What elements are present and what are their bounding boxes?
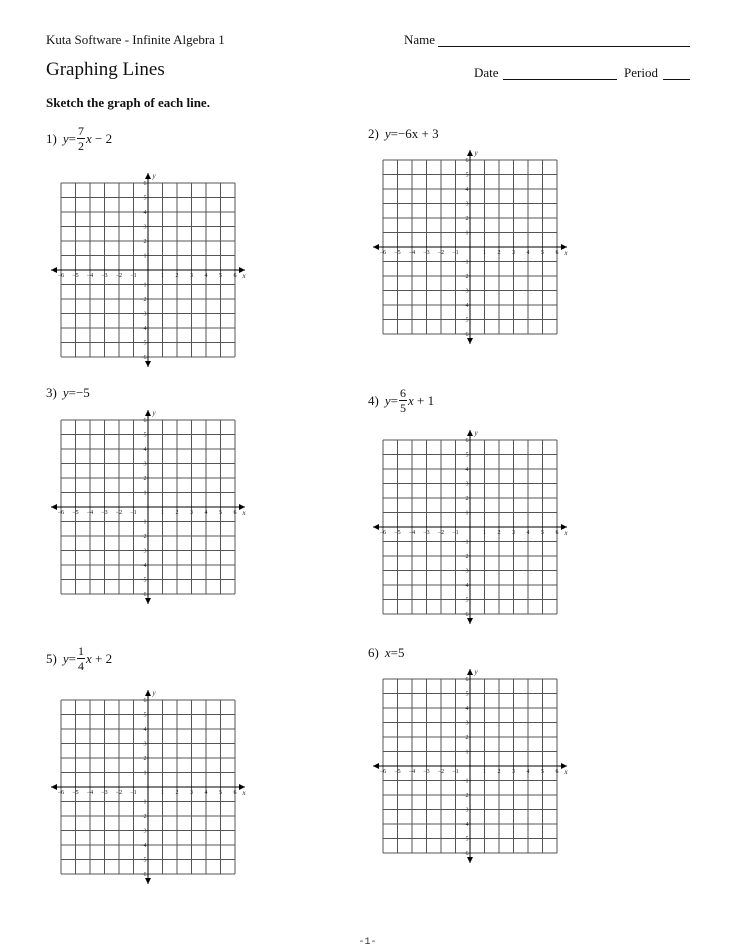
y-tick-label: 5: [465, 452, 469, 459]
x-tick-label: −1: [452, 530, 459, 536]
equation-lhs: x: [384, 645, 391, 660]
x-tick-label: −3: [101, 510, 108, 516]
y-tick-label: 6: [143, 418, 147, 424]
problem-6: [368, 645, 404, 661]
y-tick-label: −3: [140, 548, 147, 555]
fraction-numerator: 6: [399, 386, 406, 400]
x-tick-label: 1: [161, 790, 164, 796]
x-axis-name: x: [242, 509, 246, 517]
y-axis-name: y: [152, 172, 156, 180]
y-tick-label: −1: [140, 799, 147, 806]
y-tick-label: −4: [140, 843, 147, 849]
y-tick-label: 2: [465, 496, 469, 502]
x-tick-label: −4: [86, 510, 94, 516]
y-tick-label: 3: [143, 741, 147, 748]
problem-number: 1): [46, 130, 57, 146]
x-tick-label: 6: [233, 790, 237, 796]
x-axis-left-arrow: [373, 524, 379, 530]
x-tick-label: 4: [526, 250, 530, 256]
y-tick-label: 2: [465, 216, 469, 222]
y-tick-label: 3: [465, 201, 469, 208]
x-tick-label: 5: [219, 273, 222, 279]
problem-number: 4): [368, 392, 379, 408]
y-tick-label: −1: [462, 259, 469, 266]
x-tick-label: 1: [161, 273, 164, 279]
x-tick-label: −2: [115, 510, 123, 516]
x-tick-label: 5: [219, 510, 222, 516]
y-tick-label: −3: [462, 807, 469, 814]
y-tick-label: −4: [462, 822, 469, 828]
y-axis-down-arrow: [467, 338, 473, 344]
equation-rest: − 2: [91, 130, 113, 146]
coordinate-grid[interactable]: [370, 427, 570, 627]
y-axis-down-arrow: [145, 361, 151, 367]
y-tick-label: 5: [465, 691, 469, 698]
y-tick-label: 2: [465, 735, 469, 741]
equation-rest: −5: [75, 385, 90, 400]
page-number: -1-: [358, 937, 377, 948]
x-tick-label: −4: [86, 790, 94, 796]
x-tick-label: 4: [204, 510, 208, 516]
y-tick-label: 2: [143, 239, 147, 245]
y-axis-up-arrow: [467, 150, 473, 156]
x-tick-label: −5: [72, 273, 79, 279]
problem-5: [46, 645, 112, 672]
y-axis-up-arrow: [467, 669, 473, 675]
equation-rest: −6x + 3: [397, 126, 439, 141]
problem-4: [368, 387, 434, 414]
x-tick-label: −3: [423, 530, 430, 536]
x-tick-label: −1: [452, 250, 459, 256]
worksheet-title: Graphing Lines: [46, 59, 165, 80]
y-axis-up-arrow: [145, 410, 151, 416]
y-tick-label: −5: [140, 857, 147, 864]
y-tick-label: 1: [465, 510, 469, 517]
y-tick-label: 4: [143, 210, 147, 216]
y-tick-label: 5: [465, 172, 469, 179]
y-tick-label: 2: [143, 756, 147, 762]
x-axis-left-arrow: [51, 504, 57, 510]
problem-3: [46, 385, 90, 401]
period-blank-line[interactable]: [663, 79, 690, 80]
x-tick-label: −1: [130, 273, 137, 279]
x-tick-label: 5: [541, 769, 544, 775]
x-tick-label: 2: [497, 530, 501, 536]
y-axis-name: y: [474, 149, 478, 157]
y-tick-label: −5: [462, 597, 469, 604]
y-tick-label: 1: [465, 230, 469, 237]
instructions-text: Sketch the graph of each line.: [46, 95, 210, 110]
x-tick-label: −3: [423, 769, 430, 775]
x-tick-label: −6: [379, 530, 387, 536]
date-label: Date: [474, 65, 499, 80]
coordinate-grid[interactable]: [48, 170, 248, 370]
y-tick-label: −2: [140, 814, 147, 820]
x-tick-label: 3: [190, 273, 193, 279]
y-tick-label: 1: [143, 770, 147, 777]
coordinate-grid[interactable]: [48, 687, 248, 887]
y-tick-label: −4: [140, 326, 147, 332]
x-tick-label: 3: [512, 250, 515, 256]
x-tick-label: 4: [526, 769, 530, 775]
fraction-denominator: 5: [399, 401, 406, 415]
y-tick-label: −1: [140, 519, 147, 526]
y-axis-name: y: [474, 668, 478, 676]
x-tick-label: −2: [437, 769, 445, 775]
y-tick-label: −6: [140, 872, 147, 878]
y-tick-label: 5: [143, 432, 147, 439]
coordinate-grid[interactable]: [370, 147, 570, 347]
y-tick-label: −5: [462, 836, 469, 843]
equation-fraction: [77, 125, 85, 152]
y-tick-label: 5: [143, 712, 147, 719]
y-tick-label: 1: [143, 490, 147, 497]
x-tick-label: −4: [408, 769, 416, 775]
equation-variable: x: [407, 392, 414, 408]
y-tick-label: −6: [462, 612, 469, 618]
y-tick-label: 2: [143, 476, 147, 482]
x-axis-name: x: [564, 768, 568, 776]
y-axis-down-arrow: [467, 618, 473, 624]
y-tick-label: −3: [140, 828, 147, 835]
x-axis-left-arrow: [51, 267, 57, 273]
x-tick-label: −6: [57, 273, 65, 279]
y-tick-label: −6: [140, 355, 147, 361]
coordinate-grid[interactable]: [48, 407, 248, 607]
equation-lhs: y: [384, 126, 391, 141]
equation-lhs: y: [62, 385, 69, 400]
y-tick-label: −1: [462, 778, 469, 785]
x-tick-label: 1: [483, 250, 486, 256]
x-tick-label: 6: [555, 250, 559, 256]
y-tick-label: −3: [140, 311, 147, 318]
y-axis-down-arrow: [145, 878, 151, 884]
x-tick-label: −2: [115, 790, 123, 796]
x-tick-label: 1: [483, 530, 486, 536]
y-tick-label: 4: [465, 467, 469, 473]
equation-lhs: y: [62, 130, 69, 146]
y-tick-label: −3: [462, 288, 469, 295]
x-tick-label: 6: [233, 510, 237, 516]
y-tick-label: −5: [140, 340, 147, 347]
x-tick-label: −6: [57, 510, 65, 516]
x-axis-name: x: [242, 272, 246, 280]
y-tick-label: 5: [143, 195, 147, 202]
x-tick-label: 2: [175, 273, 179, 279]
x-tick-label: 2: [175, 510, 179, 516]
equation-lhs: y: [384, 392, 391, 408]
x-tick-label: −5: [394, 530, 401, 536]
y-axis-down-arrow: [467, 857, 473, 863]
x-axis-left-arrow: [51, 784, 57, 790]
problem-number: 3): [46, 385, 57, 400]
problem-number: 6): [368, 645, 379, 660]
equation-fraction: [77, 645, 85, 672]
x-tick-label: −1: [452, 769, 459, 775]
y-axis-up-arrow: [145, 173, 151, 179]
y-tick-label: 6: [143, 698, 147, 704]
coordinate-grid[interactable]: [370, 666, 570, 866]
name-label: Name: [404, 32, 436, 47]
name-blank-line[interactable]: [438, 46, 690, 47]
problem-number: 5): [46, 650, 57, 666]
x-tick-label: 3: [190, 790, 193, 796]
y-tick-label: 6: [143, 181, 147, 187]
x-tick-label: −5: [394, 250, 401, 256]
x-tick-label: −1: [130, 790, 137, 796]
y-tick-label: 6: [465, 438, 469, 444]
y-axis-name: y: [474, 429, 478, 437]
y-tick-label: 3: [465, 481, 469, 488]
date-blank-line[interactable]: [503, 79, 617, 80]
y-tick-label: −4: [140, 563, 147, 569]
y-tick-label: −1: [140, 282, 147, 289]
y-tick-label: 3: [465, 720, 469, 727]
equation-fraction: [399, 387, 407, 414]
x-tick-label: 5: [541, 530, 544, 536]
y-axis-up-arrow: [467, 430, 473, 436]
equation-variable: x: [85, 130, 92, 146]
y-tick-label: 6: [465, 677, 469, 683]
y-tick-label: 3: [143, 461, 147, 468]
x-tick-label: −2: [115, 273, 123, 279]
x-tick-label: −1: [130, 510, 137, 516]
y-tick-label: −2: [462, 793, 469, 799]
y-tick-label: −5: [140, 577, 147, 584]
x-tick-label: 4: [204, 273, 208, 279]
x-tick-label: −6: [379, 769, 387, 775]
x-tick-label: 3: [512, 769, 515, 775]
x-tick-label: −3: [101, 273, 108, 279]
x-tick-label: −2: [437, 530, 445, 536]
x-tick-label: −6: [57, 790, 65, 796]
y-tick-label: 1: [143, 253, 147, 260]
x-tick-label: 2: [497, 250, 501, 256]
fraction-denominator: 2: [77, 139, 84, 153]
y-axis-up-arrow: [145, 690, 151, 696]
x-tick-label: 3: [190, 510, 193, 516]
problem-2: [368, 126, 439, 142]
x-axis-name: x: [564, 529, 568, 537]
y-axis-down-arrow: [145, 598, 151, 604]
x-tick-label: −5: [72, 790, 79, 796]
y-tick-label: −6: [462, 332, 469, 338]
y-tick-label: 4: [465, 187, 469, 193]
y-tick-label: 3: [143, 224, 147, 231]
publisher-text: Kuta Software - Infinite Algebra 1: [46, 32, 225, 47]
x-tick-label: 1: [483, 769, 486, 775]
x-tick-label: −4: [408, 250, 416, 256]
equation-variable: x: [85, 650, 92, 666]
x-tick-label: 6: [555, 530, 559, 536]
x-tick-label: −3: [101, 790, 108, 796]
y-tick-label: 4: [143, 727, 147, 733]
x-tick-label: 4: [526, 530, 530, 536]
x-tick-label: 2: [497, 769, 501, 775]
x-tick-label: 5: [219, 790, 222, 796]
fraction-denominator: 4: [77, 659, 84, 673]
x-tick-label: −5: [394, 769, 401, 775]
equation-equals: =: [390, 645, 398, 660]
y-tick-label: −2: [140, 534, 147, 540]
y-tick-label: −4: [462, 583, 469, 589]
y-tick-label: −2: [462, 554, 469, 560]
y-tick-label: −6: [462, 851, 469, 857]
x-tick-label: 1: [161, 510, 164, 516]
y-tick-label: −3: [462, 568, 469, 575]
x-axis-name: x: [564, 249, 568, 257]
x-axis-left-arrow: [373, 763, 379, 769]
equation-equals: =: [390, 126, 398, 141]
equation-lhs: y: [62, 650, 69, 666]
equation-equals: =: [68, 385, 76, 400]
equation-rest: 5: [397, 645, 405, 660]
x-tick-label: 3: [512, 530, 515, 536]
x-tick-label: 5: [541, 250, 544, 256]
x-axis-name: x: [242, 789, 246, 797]
x-tick-label: 6: [233, 273, 237, 279]
period-label: Period: [624, 65, 658, 80]
x-tick-label: 6: [555, 769, 559, 775]
x-tick-label: −4: [86, 273, 94, 279]
y-tick-label: −2: [140, 297, 147, 303]
x-tick-label: −3: [423, 250, 430, 256]
x-tick-label: 2: [175, 790, 179, 796]
y-tick-label: −5: [462, 317, 469, 324]
equation-equals: =: [68, 650, 76, 666]
x-tick-label: −5: [72, 510, 79, 516]
problem-1: [46, 125, 112, 152]
x-axis-left-arrow: [373, 244, 379, 250]
equation-equals: =: [68, 130, 76, 146]
y-tick-label: −4: [462, 303, 469, 309]
equation-rest: + 2: [91, 650, 113, 666]
x-tick-label: −4: [408, 530, 416, 536]
equation-equals: =: [390, 392, 398, 408]
y-axis-name: y: [152, 409, 156, 417]
y-tick-label: −2: [462, 274, 469, 280]
fraction-numerator: 7: [77, 124, 84, 138]
equation-rest: + 1: [413, 392, 435, 408]
y-tick-label: 4: [465, 706, 469, 712]
y-axis-name: y: [152, 689, 156, 697]
y-tick-label: 4: [143, 447, 147, 453]
y-tick-label: −1: [462, 539, 469, 546]
problem-number: 2): [368, 126, 379, 141]
x-tick-label: −6: [379, 250, 387, 256]
x-tick-label: −2: [437, 250, 445, 256]
x-tick-label: 4: [204, 790, 208, 796]
y-tick-label: 1: [465, 749, 469, 756]
fraction-numerator: 1: [77, 644, 84, 658]
y-tick-label: 6: [465, 158, 469, 164]
y-tick-label: −6: [140, 592, 147, 598]
